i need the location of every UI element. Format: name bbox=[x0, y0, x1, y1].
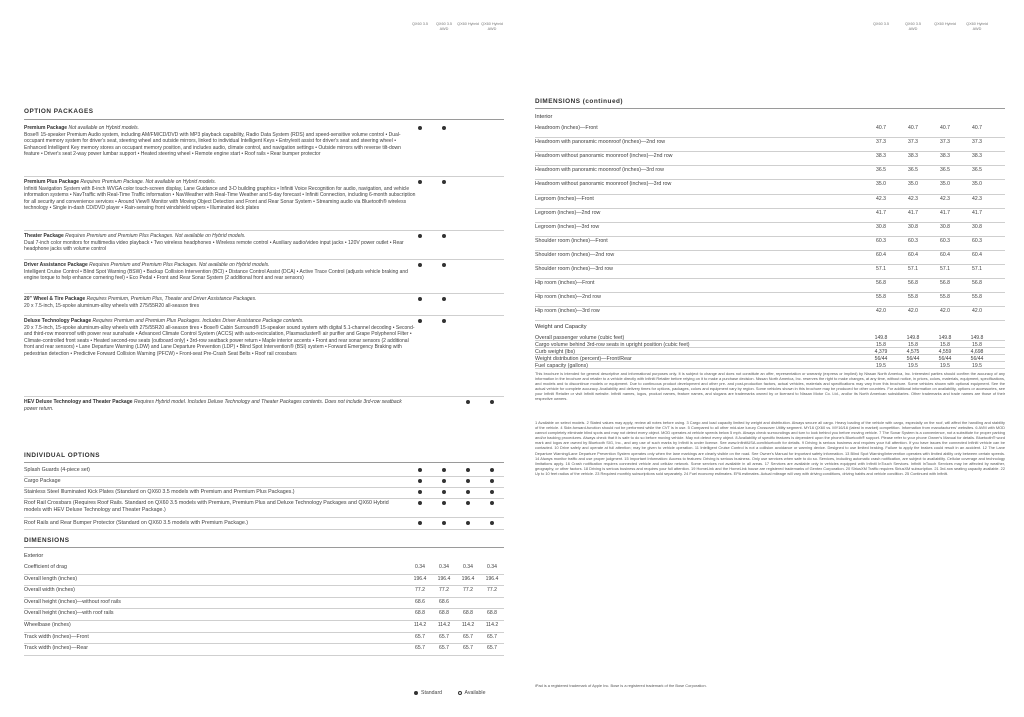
table-row bbox=[535, 307, 1005, 315]
row-label: Shoulder room (inches)—2nd row bbox=[535, 251, 615, 258]
row-value: 60.3 bbox=[940, 237, 950, 244]
standard-dot-icon bbox=[466, 490, 470, 494]
row-value: 68.8 bbox=[487, 610, 497, 617]
row-label: Track width (inches)—Front bbox=[24, 633, 89, 640]
row-value: 30.8 bbox=[908, 223, 918, 230]
row-value: 42.3 bbox=[972, 195, 982, 202]
row-value: 36.5 bbox=[940, 167, 950, 174]
row-value: 114.2 bbox=[485, 622, 499, 628]
row-label: Wheelbase (inches) bbox=[24, 622, 71, 628]
package-description: Infiniti Navigation System with 8-inch WVGA color touch-screen display, Lane Guidance and 3-D building graphics • Infiniti Voice Recognition for audio, navigation, and vehicle information systems • NavTraffic with Real-Time Traffic information • NavWeather with Real-Time Weather and 5-day forecast • Infiniti Connection, including 6-month subscription for all security and convenience services • Around View® Monitor with Moving Object Detection and Front and Rear Sonar System • Streaming audio via Bluetooth® wireless technology • Single in-dash CD/DVD player • Rain-sensing front windshield wipers • Illuminated kick plates bbox=[24, 185, 416, 212]
standard-dot-icon bbox=[442, 490, 446, 494]
standard-dot-icon bbox=[418, 521, 422, 525]
option-package bbox=[24, 125, 416, 158]
standard-dot-icon bbox=[442, 501, 446, 505]
row-value: 65.7 bbox=[463, 645, 473, 652]
standard-dot-icon bbox=[442, 126, 446, 130]
option-label: Roof Rails and Rear Bumper Protector (Standard on QX60 3.5 models with Premium Package.) bbox=[24, 520, 249, 526]
row-value: 68.8 bbox=[463, 610, 473, 617]
package-note: Requires Premium Package. Not available on Hybrid models. bbox=[80, 179, 217, 185]
row-value: 42.3 bbox=[940, 195, 950, 202]
row-label: Headroom without panoramic moonroof (inches)—3rd row bbox=[535, 181, 672, 188]
row-label: Coefficient of drag bbox=[24, 564, 67, 570]
package-description: Bose® 15-speaker Premium Audio system, including AM/FM/CD/DVD with MP3 playback capability, Radio Data System (RDS) and speed-sensitive volume control • Dual-occupant memory system for driver's seat, steering wheel and outside mirrors, linked to individual Intelligent Keys • Entry/exit assist for driver's seat and steering wheel • Enhanced Intelligent Key memory stores an occupant memory position, and includes audio, climate control, and navigation settings • Outside mirrors with reverse tilt-down feature • Driver's seat 2-way power lumbar support • Heated steering wheel • Remote engine start • Roof rails • Rear bumper protector bbox=[24, 131, 401, 158]
row-value: 0.34 bbox=[439, 564, 449, 570]
row-value: 19.5 bbox=[908, 363, 918, 369]
standard-dot-icon bbox=[466, 400, 470, 404]
row-value: 0.34 bbox=[487, 564, 497, 570]
row-value: 15.8 bbox=[972, 342, 982, 348]
row-value: 30.8 bbox=[972, 223, 982, 230]
row-value: 56.8 bbox=[876, 280, 886, 287]
weight-subhead: Weight and Capacity bbox=[535, 324, 587, 330]
row-value: 36.5 bbox=[876, 167, 886, 174]
row-label: Legroom (inches)—Front bbox=[535, 195, 594, 202]
row-value: 56.8 bbox=[908, 280, 918, 287]
row-value: 65.7 bbox=[415, 633, 425, 640]
standard-dot-icon bbox=[466, 501, 470, 505]
row-label: Curb weight (lbs) bbox=[535, 349, 576, 355]
row-label: Fuel capacity (gallons) bbox=[535, 363, 588, 369]
row-value: 4,379 bbox=[874, 349, 888, 355]
row-value: 4,698 bbox=[970, 349, 984, 355]
table-row bbox=[535, 265, 1005, 273]
standard-dot-icon bbox=[418, 468, 422, 472]
row-value: 60.4 bbox=[876, 251, 886, 258]
standard-dot-icon bbox=[442, 468, 446, 472]
row-value: 38.3 bbox=[908, 153, 918, 160]
option-package bbox=[24, 262, 416, 282]
row-value: 65.7 bbox=[439, 633, 449, 640]
row-value: 36.5 bbox=[908, 167, 918, 174]
row-value: 30.8 bbox=[940, 223, 950, 230]
row-value: 196.4 bbox=[437, 575, 451, 582]
standard-dot-icon bbox=[466, 468, 470, 472]
row-value: 35.0 bbox=[876, 181, 886, 188]
package-note: Requires Hybrid model. Includes Deluxe Technology and Theater Packages contents. Does not include 3rd-row seatback power return. bbox=[24, 399, 402, 412]
row-value: 65.7 bbox=[463, 633, 473, 640]
row-value: 37.3 bbox=[940, 139, 950, 146]
standard-dot-icon bbox=[490, 479, 494, 483]
row-value: 4,559 bbox=[938, 349, 952, 355]
standard-dot-icon bbox=[418, 490, 422, 494]
row-value: 55.8 bbox=[876, 294, 886, 301]
divider bbox=[24, 293, 504, 294]
row-value: 42.0 bbox=[940, 308, 950, 315]
row-label: Headroom without panoramic moonroof (inches)—2nd row bbox=[535, 153, 673, 160]
row-label: Legroom (inches)—3rd row bbox=[535, 223, 600, 230]
row-value: 41.7 bbox=[972, 209, 982, 216]
standard-dot-icon bbox=[490, 400, 494, 404]
col-header: QX60 Hybrid AWD bbox=[966, 22, 988, 31]
package-note: Requires Premium and Premium Plus Packages. Not available on Hybrid models. bbox=[89, 262, 270, 268]
option-package bbox=[24, 296, 416, 309]
standard-dot-icon bbox=[418, 126, 422, 130]
table-row bbox=[24, 621, 504, 629]
row-value: 114.2 bbox=[437, 622, 451, 628]
row-value: 38.3 bbox=[940, 153, 950, 160]
row-value: 56.8 bbox=[972, 280, 982, 287]
table-row bbox=[24, 586, 504, 594]
row-value: 55.8 bbox=[972, 294, 982, 301]
row-value: 35.0 bbox=[972, 181, 982, 188]
package-description: Intelligent Cruise Control • Blind Spot Warning (BSW) • Backup Collision Intervention (BCI) • Distance Control Assist (DCA) • Active Trace Control (adjusts vehicle braking and engine torque to help enhance cornering feel) • Eco Pedal • Front and Rear Sonar System (2 additional front and rear sensors) bbox=[24, 268, 408, 282]
standard-dot-icon bbox=[418, 319, 422, 323]
divider bbox=[24, 529, 504, 530]
row-value: 68.8 bbox=[415, 610, 425, 617]
exterior-subhead: Exterior bbox=[24, 553, 44, 559]
table-row bbox=[535, 152, 1005, 160]
row-value: 15.8 bbox=[876, 342, 886, 348]
available-dot-icon bbox=[458, 691, 462, 695]
row-value: 68.8 bbox=[439, 610, 449, 617]
option-label: Stainless Steel Illuminated Kick Plates (Standard on QX60 3.5 models with Premium and Premium Plus Packages.) bbox=[24, 489, 295, 495]
row-label: Shoulder room (inches)—3rd row bbox=[535, 266, 614, 272]
package-description: 20 x 7.5-inch, 15-spoke aluminum-alloy wheels with 275/55R20 all-season tires • Bose® Cabin Surround® 15-speaker sound system with digital 5.1-channel decoding • Second- and third-row moonroof with power rear sunshade • Advanced Climate Control System (ACCS) with auto-recirculation, Plasmacluster® air purifier and Grape Polyphenol Filter • Climate-controlled front seats • Heated second-row seats (outboard only) • 3rd-row seatback power return • Maple interior accents • Front and rear sonar sensors (2 additional front and rear sensors) • Lane Departure Warning (LDW) and Lane Departure Prevention (LDP) • Blind Spot Intervention® (BSI) system • Forward Emergency Braking with pedestrian detection • Predictive Forward Collision Warning (PFCW) • Front-seat Pre-Crash Seat Belts • Roof rail crossbars bbox=[24, 324, 415, 357]
row-value: 42.3 bbox=[876, 195, 886, 202]
row-value: 35.0 bbox=[940, 181, 950, 188]
row-value: 57.1 bbox=[876, 266, 886, 272]
interior-subhead: Interior bbox=[535, 114, 553, 120]
table-row bbox=[24, 575, 504, 583]
standard-dot-icon bbox=[466, 479, 470, 483]
row-value: 56/44 bbox=[938, 356, 952, 362]
footnotes-text: 1 Available on select models. 2 Stated values may apply, review all notes before using. 3 Cargo and load capacity limited by weight and distribution. Always secure all cargo. Heavy loading of the vehicle with cargo, especially on the roof, will affect the handling and stability of the vehicle. 4 Side-forward-function should not be performed while the CVT is in use. 5 Compared to all other mid-size luxury Crossover Utility segment. MY16 QX60 vs. MY16/16 (latest in market) competition. Information from manufacturers' websites. 6 AVM with MOD cannot completely eliminate blind spots and may not detect every object. MOD operates at vehicle speeds below 5 mph. Always check surroundings and turn to look behind you before moving vehicle. 7 The Sonar System is a convenience, not a substitute for proper parking and/or backing procedures. Always check that it is safe to do so before moving vehicle. May not detect every object. 8 Availability of specific features is dependent upon the phone's Bluetooth® support. Please refer to your phone Owner's Manual for details. Bluetooth® word mark and logos are owned by Bluetooth SIG, Inc., and any use of such marks by Infiniti is under license. See www.InfinitiUSA.com/bluetooth for details. 9 Driving is serious business and requires your full attention. If you have issues the connected Infiniti vehicle can be contacted. 10 Drive safely and operate at full attention; may be given to vehicle operation. 11 Intelligent Cruise Control is not a collision avoidance or warning device. Designed to use limited braking. Failure to apply the brakes could result in an accident. 12 The Lane Departure Warning/Lane Departure Prevention System operates only when the lane markings are clearly visible on the road. See Owner's Manual for important safety information. 13 Blind Spot Warning/Intervention operates with limited ability only between certain speeds. 14 Always monitor traffic and use proper judgment. 15 Important Information: Access to features: Driving is serious business. Only use services when safe to do so. Services, including automatic crash notification, are subject to availability. Cellular coverage and technology limitations apply. 16 Crash notification requires connected vehicle and cellular network. Some services not available in all areas. 17 Services are available only in vehicles equipped with Infiniti InTouch Services. Infiniti InTouch Services may be affected by weather, geography, or other factors. 18 Driving is serious business and requires your full attention. 19 HomeLink and the HomeLink house are registered trademarks of Gentex Corporation. 20 SiriusXM Traffic requires SiriusXM subscription. 21 3rd-row seating capacity available. 22 Up to 10 feet radius of the vehicle. 23 Required monthly subscriptions sold separately. 24 Fuel economy estimates. EPA estimates. Actual mileage will vary with driving conditions, driving habits and vehicle condition. 25 Continued with Infiniti. bbox=[535, 420, 1005, 476]
divider bbox=[24, 119, 504, 120]
package-title: Premium Package bbox=[24, 125, 68, 131]
row-value: 77.2 bbox=[487, 587, 497, 594]
table-row bbox=[24, 644, 504, 652]
row-value: 65.7 bbox=[487, 633, 497, 640]
row-value: 114.2 bbox=[461, 622, 475, 628]
row-value: 56/44 bbox=[970, 356, 984, 362]
row-value: 40.7 bbox=[908, 125, 918, 131]
row-value: 19.5 bbox=[972, 363, 982, 369]
row-value: 42.0 bbox=[972, 308, 982, 315]
row-value: 0.34 bbox=[463, 564, 473, 570]
row-value: 77.2 bbox=[415, 587, 425, 594]
row-label: Overall height (inches)—without roof rails bbox=[24, 598, 121, 605]
individual-options-title: INDIVIDUAL OPTIONS bbox=[24, 452, 100, 459]
package-note: Requires Premium, Premium Plus, Theater and Driver Assistance Packages. bbox=[86, 296, 257, 302]
divider bbox=[24, 655, 504, 656]
row-label: Overall height (inches)—with roof rails bbox=[24, 610, 114, 617]
option-row bbox=[24, 519, 504, 527]
standard-dot-icon bbox=[442, 479, 446, 483]
row-label: Hip room (inches)—Front bbox=[535, 280, 595, 287]
table-row bbox=[24, 598, 504, 606]
row-value: 40.7 bbox=[940, 125, 950, 131]
legend-standard-label: Standard bbox=[421, 690, 443, 696]
trademark-text: iPad is a registered trademark of Apple Inc. Bose is a registered trademark of the Bose Corporation. bbox=[535, 683, 707, 688]
option-package bbox=[24, 233, 416, 253]
divider bbox=[24, 176, 504, 177]
row-value: 149.8 bbox=[906, 335, 920, 341]
standard-dot-icon bbox=[442, 263, 446, 267]
row-value: 149.8 bbox=[938, 335, 952, 341]
standard-dot-icon bbox=[418, 297, 422, 301]
row-value: 60.3 bbox=[876, 237, 886, 244]
row-value: 41.7 bbox=[876, 209, 886, 216]
package-title: 20" Wheel & Tire Package bbox=[24, 296, 86, 302]
divider bbox=[24, 230, 504, 231]
row-label: Legroom (inches)—2nd row bbox=[535, 209, 601, 216]
row-value: 42.0 bbox=[876, 308, 886, 315]
standard-dot-icon bbox=[418, 263, 422, 267]
table-row bbox=[535, 166, 1005, 174]
table-row bbox=[535, 180, 1005, 188]
row-value: 19.5 bbox=[876, 363, 886, 369]
table-row bbox=[535, 251, 1005, 259]
table-row bbox=[24, 563, 504, 571]
standard-dot-icon bbox=[466, 521, 470, 525]
col-header: QX60 3.5 bbox=[872, 22, 890, 26]
divider bbox=[24, 396, 504, 397]
standard-dot-icon bbox=[442, 234, 446, 238]
legend-available-label: Available bbox=[464, 690, 486, 696]
row-value: 57.1 bbox=[972, 266, 982, 272]
legend-available bbox=[458, 690, 486, 696]
divider bbox=[535, 108, 1005, 109]
row-value: 35.0 bbox=[908, 181, 918, 188]
row-value: 56.8 bbox=[940, 280, 950, 287]
row-value: 0.34 bbox=[415, 564, 425, 570]
row-value: 77.2 bbox=[463, 587, 473, 594]
row-value: 36.5 bbox=[972, 167, 982, 174]
option-label: Splash Guards (4-piece set) bbox=[24, 467, 90, 473]
standard-dot-icon bbox=[490, 501, 494, 505]
package-title: Deluxe Technology Package bbox=[24, 318, 92, 324]
option-row bbox=[24, 466, 504, 474]
row-value: 149.8 bbox=[970, 335, 984, 341]
package-note: Requires Premium and Premium Plus Packages. Includes Driver Assistance Package contents. bbox=[92, 318, 304, 324]
row-value: 196.4 bbox=[485, 575, 499, 582]
row-value: 149.8 bbox=[874, 335, 888, 341]
row-label: Headroom with panoramic moonroof (inches)—3rd row bbox=[535, 167, 664, 174]
row-label: Headroom (inches)—Front bbox=[535, 125, 598, 131]
row-value: 42.0 bbox=[908, 308, 918, 315]
divider bbox=[24, 259, 504, 260]
row-value: 55.8 bbox=[908, 294, 918, 301]
row-value: 40.7 bbox=[972, 125, 982, 131]
row-label: Overall length (inches) bbox=[24, 575, 77, 582]
legend bbox=[414, 690, 499, 696]
option-row bbox=[24, 488, 504, 496]
option-package bbox=[24, 399, 416, 412]
row-value: 38.3 bbox=[972, 153, 982, 160]
dimensions-title: DIMENSIONS bbox=[24, 537, 70, 544]
row-value: 42.3 bbox=[908, 195, 918, 202]
row-value: 114.2 bbox=[413, 622, 427, 628]
option-label: Cargo Package bbox=[24, 478, 61, 484]
option-package bbox=[24, 179, 416, 212]
row-value: 56/44 bbox=[874, 356, 888, 362]
row-value: 15.8 bbox=[908, 342, 918, 348]
row-value: 60.4 bbox=[972, 251, 982, 258]
row-value: 196.4 bbox=[413, 575, 427, 582]
option-row bbox=[24, 499, 504, 513]
col-header: QX60 3.5 AWD bbox=[904, 22, 922, 31]
col-header: QX60 Hybrid AWD bbox=[481, 22, 503, 31]
row-value: 60.3 bbox=[908, 237, 918, 244]
package-title: Premium Plus Package bbox=[24, 179, 80, 185]
standard-dot-icon bbox=[442, 180, 446, 184]
row-value: 19.5 bbox=[940, 363, 950, 369]
option-package bbox=[24, 318, 416, 358]
standard-dot-icon bbox=[418, 180, 422, 184]
row-value: 55.8 bbox=[940, 294, 950, 301]
row-label: Overall width (inches) bbox=[24, 587, 75, 594]
col-header: QX60 Hybrid bbox=[457, 22, 479, 26]
divider bbox=[24, 315, 504, 316]
row-value: 60.4 bbox=[940, 251, 950, 258]
row-value: 68.6 bbox=[439, 598, 449, 605]
standard-dot-icon bbox=[414, 691, 418, 695]
row-label: Overall passenger volume (cubic feet) bbox=[535, 335, 625, 341]
table-row bbox=[535, 237, 1005, 245]
row-label: Hip room (inches)—3rd row bbox=[535, 308, 600, 315]
row-value: 37.3 bbox=[876, 139, 886, 146]
row-value: 30.8 bbox=[876, 223, 886, 230]
row-value: 56/44 bbox=[906, 356, 920, 362]
col-header: QX60 Hybrid bbox=[934, 22, 956, 26]
table-row bbox=[535, 209, 1005, 217]
row-value: 77.2 bbox=[439, 587, 449, 594]
col-header: QX60 3.5 AWD bbox=[435, 22, 453, 31]
standard-dot-icon bbox=[442, 297, 446, 301]
row-value: 57.1 bbox=[940, 266, 950, 272]
row-label: Hip room (inches)—2nd row bbox=[535, 294, 601, 301]
table-row bbox=[535, 138, 1005, 146]
option-row bbox=[24, 477, 504, 485]
row-value: 65.7 bbox=[415, 645, 425, 652]
package-note: Requires Premium and Premium Plus Packages. Not available on Hybrid models. bbox=[65, 233, 246, 239]
row-value: 40.7 bbox=[876, 125, 886, 131]
table-row bbox=[535, 124, 1005, 132]
col-header: QX60 3.5 bbox=[411, 22, 429, 26]
row-label: Headroom with panoramic moonroof (inches)—2nd row bbox=[535, 139, 666, 146]
package-note: Not available on Hybrid models. bbox=[68, 125, 140, 131]
table-row bbox=[24, 609, 504, 617]
package-description: Dual 7-inch color monitors for multimedia video playback • Two wireless headphones • Wireless remote control • Auxiliary audio/video input jacks • 120V power outlet • Rear headphone jacks with volume control bbox=[24, 239, 404, 253]
divider bbox=[24, 547, 504, 548]
table-row bbox=[535, 195, 1005, 203]
package-title: HEV Deluxe Technology and Theater Package bbox=[24, 399, 133, 405]
standard-dot-icon bbox=[442, 521, 446, 525]
package-title: Driver Assistance Package bbox=[24, 262, 88, 268]
divider bbox=[535, 320, 1005, 321]
package-title: Theater Package bbox=[24, 233, 64, 239]
row-value: 4,575 bbox=[906, 349, 920, 355]
divider bbox=[24, 517, 504, 518]
row-value: 65.7 bbox=[439, 645, 449, 652]
dimensions-continued-title: DIMENSIONS (continued) bbox=[535, 98, 624, 105]
row-value: 38.3 bbox=[876, 153, 886, 160]
row-value: 68.6 bbox=[415, 598, 425, 605]
row-value: 15.8 bbox=[940, 342, 950, 348]
standard-dot-icon bbox=[418, 479, 422, 483]
row-value: 41.7 bbox=[940, 209, 950, 216]
table-row bbox=[535, 223, 1005, 231]
standard-dot-icon bbox=[442, 319, 446, 323]
row-label: Weight distribution (percent)—Front/Rear bbox=[535, 356, 632, 362]
row-value: 41.7 bbox=[908, 209, 918, 216]
row-label: Shoulder room (inches)—Front bbox=[535, 237, 608, 244]
row-value: 60.4 bbox=[908, 251, 918, 258]
row-label: Cargo volume behind 3rd-row seats in upright position (cubic feet) bbox=[535, 342, 690, 348]
row-value: 196.4 bbox=[461, 575, 475, 582]
row-label: Track width (inches)—Rear bbox=[24, 645, 88, 652]
option-label: Roof Rail Crossbars (Requires Roof Rails. Standard on QX60 3.5 models with Premium, Premium Plus and Deluxe Technology Packages and QX60 Hybrid models with HEV Deluxe Technology and Theater Package.) bbox=[24, 500, 389, 513]
standard-dot-icon bbox=[490, 521, 494, 525]
row-value: 37.3 bbox=[972, 139, 982, 146]
package-description: 20 x 7.5-inch, 15-spoke aluminum-alloy wheels with 275/55R20 all-season tires bbox=[24, 302, 200, 309]
divider bbox=[24, 462, 504, 463]
table-row bbox=[535, 279, 1005, 287]
table-row bbox=[24, 633, 504, 641]
legend-standard bbox=[414, 690, 442, 696]
disclaimer-text: This brochure is intended for general descriptive and informational purposes only. It is subject to change and does not constitute an offer, representation or warranty (express or implied) by Nissan North America, Inc. Interested parties should confirm the accuracy of any information in the brochure and retailer to a vehicle directly with Infiniti Retailer before relying on it to make a purchase decision. Nissan North America, Inc. reserves the right to make changes, at any time, without notice, in prices, colors, materials, equipment, specifications, and models and to discontinue models or equipment. Due to continuous product development and other pre- and post-production factors, actual vehicles, materials and specifications may vary from this brochure. Some vehicles shown with optional equipment. See the actual vehicle for complete accuracy. Availability and delivery times for options, packages, colors and equipment vary by region. Some vehicles shown in this brochure may be produced for other countries. For additional information on availability, options or accessories, see your Infiniti Retailer or visit Infiniti website. Infiniti names, logos, product names, feature names, and slogans are trademarks owned by or licensed to Nissan Motor Co. Ltd., and/or its North American subsidiaries. Other trademarks and trade names are those of their respective owners. bbox=[535, 371, 1005, 402]
standard-dot-icon bbox=[490, 468, 494, 472]
row-value: 37.3 bbox=[908, 139, 918, 146]
table-row bbox=[535, 293, 1005, 301]
standard-dot-icon bbox=[418, 501, 422, 505]
divider bbox=[535, 368, 1005, 369]
row-value: 65.7 bbox=[487, 645, 497, 652]
standard-dot-icon bbox=[418, 234, 422, 238]
row-value: 60.3 bbox=[972, 237, 982, 244]
standard-dot-icon bbox=[490, 490, 494, 494]
row-value: 57.1 bbox=[908, 266, 918, 272]
option-packages-title: OPTION PACKAGES bbox=[24, 108, 94, 115]
